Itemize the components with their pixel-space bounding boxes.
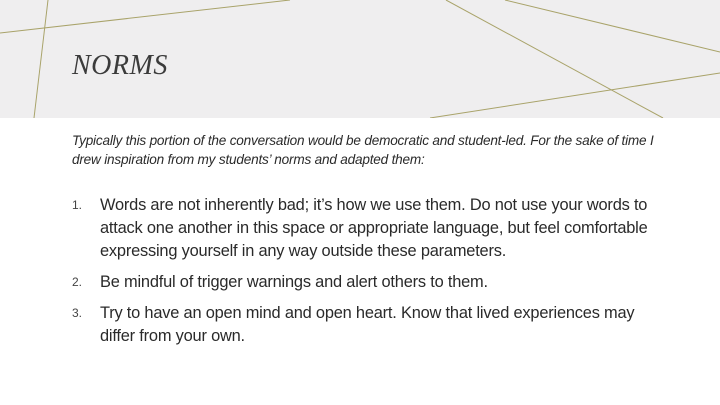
list-item <box>72 194 662 263</box>
deco-line <box>0 0 290 33</box>
deco-line <box>505 0 720 52</box>
list-item-number: 2. <box>72 275 83 289</box>
list-item-text: Try to have an open mind and open heart. Know that lived experiences may differ from your own. <box>100 304 635 345</box>
list-item <box>72 271 662 294</box>
list-item-text: Words are not inherently bad; it’s how we use them. Do not use your words to attack one another in this space or appropriate language, but feel comfortable expressing yourself in any way outside these parameters. <box>100 196 648 260</box>
list-item-number: 3. <box>72 306 83 320</box>
list-item-number: 1. <box>72 198 83 212</box>
slide-title: NORMS <box>72 50 168 81</box>
list-item-text: Be mindful of trigger warnings and alert others to them. <box>100 273 488 291</box>
list-item <box>72 302 662 348</box>
deco-line <box>430 73 720 118</box>
deco-line <box>34 0 48 118</box>
intro-text: Typically this portion of the conversation would be democratic and student-led. For the sake of time I drew inspiration from my students’ norms and adapted them: <box>72 133 654 167</box>
norms-list <box>72 194 662 356</box>
deco-line <box>446 0 663 118</box>
